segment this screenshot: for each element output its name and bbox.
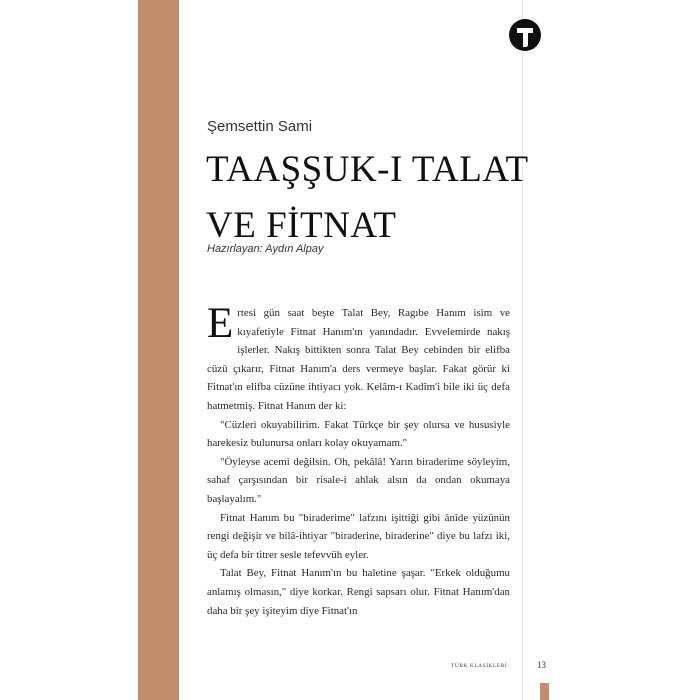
- editor-credit: Hazırlayan: Aydın Alpay: [207, 243, 324, 255]
- paragraph-text: rtesi gün saat beşte Talat Bey, Ragıbe Hanım isim ve kıyafetiyle Fitnat Hanım'ın yanındadır. Evvelemirde nakış işlerler. Nakış bittikten sonra Talat Bey cebinden bir elifba cüzü çıkarır, Fitnat Hanım'a ders vermeye başlar. Fakat görür ki Fitnat'ın elifba cüzüne ihtiyacı yok. Kelâm-ı Kadîm'i bile iki üç defa hatmetmiş. Fitnat Hanım der ki:: [207, 307, 510, 412]
- dropcap-letter: E: [207, 300, 234, 347]
- publisher-logo-icon: [508, 18, 542, 52]
- book-title: [206, 142, 536, 254]
- paragraph: Fitnat Hanım bu "biraderime" lafzını işittiği gibi ânîde yüzünün rengi değişir ve bilâ-ihtiyar "biraderine, biraderine" diye bu lafzı iki, üç defa bir titrer sesle tefevvüh eyler.: [207, 511, 510, 561]
- paragraph: "Öyleyse acemi değilsin. Oh, pekâlâ! Yarın biraderime söyleyim, sahaf çarşısından bir risale-i ahlak alsın da ondan okumaya başlayalım.": [207, 455, 510, 505]
- paragraph: Talat Bey, Fitnat Hanım'ın bu haletine şaşar. "Erkek olduğumu anlamış olmasın," diye korkar. Rengi sapsarı olur. Fitnat Hanım'dan daha bir şey işiteyim diye Fitnat'ın: [207, 567, 510, 617]
- body-text: [207, 300, 510, 620]
- page-number: 13: [537, 660, 546, 670]
- title-line-1: TAAŞŞUK-I TALAT: [206, 149, 529, 190]
- author-name: Şemsettin Sami: [207, 118, 313, 135]
- title-line-2: VE FİTNAT: [206, 205, 397, 246]
- series-label: TÜRK KLASİKLERİ: [451, 663, 508, 669]
- paragraph: [207, 300, 510, 416]
- paragraph: "Cüzleri okuyabilirim. Fakat Türkçe bir şey olursa ve hususiyle harekesiz bulunursa onları kolay okuyamam.": [207, 418, 510, 450]
- page-edge-strip: [138, 0, 179, 700]
- bookmark-tab: [540, 683, 549, 700]
- page-right-edge: [522, 0, 523, 700]
